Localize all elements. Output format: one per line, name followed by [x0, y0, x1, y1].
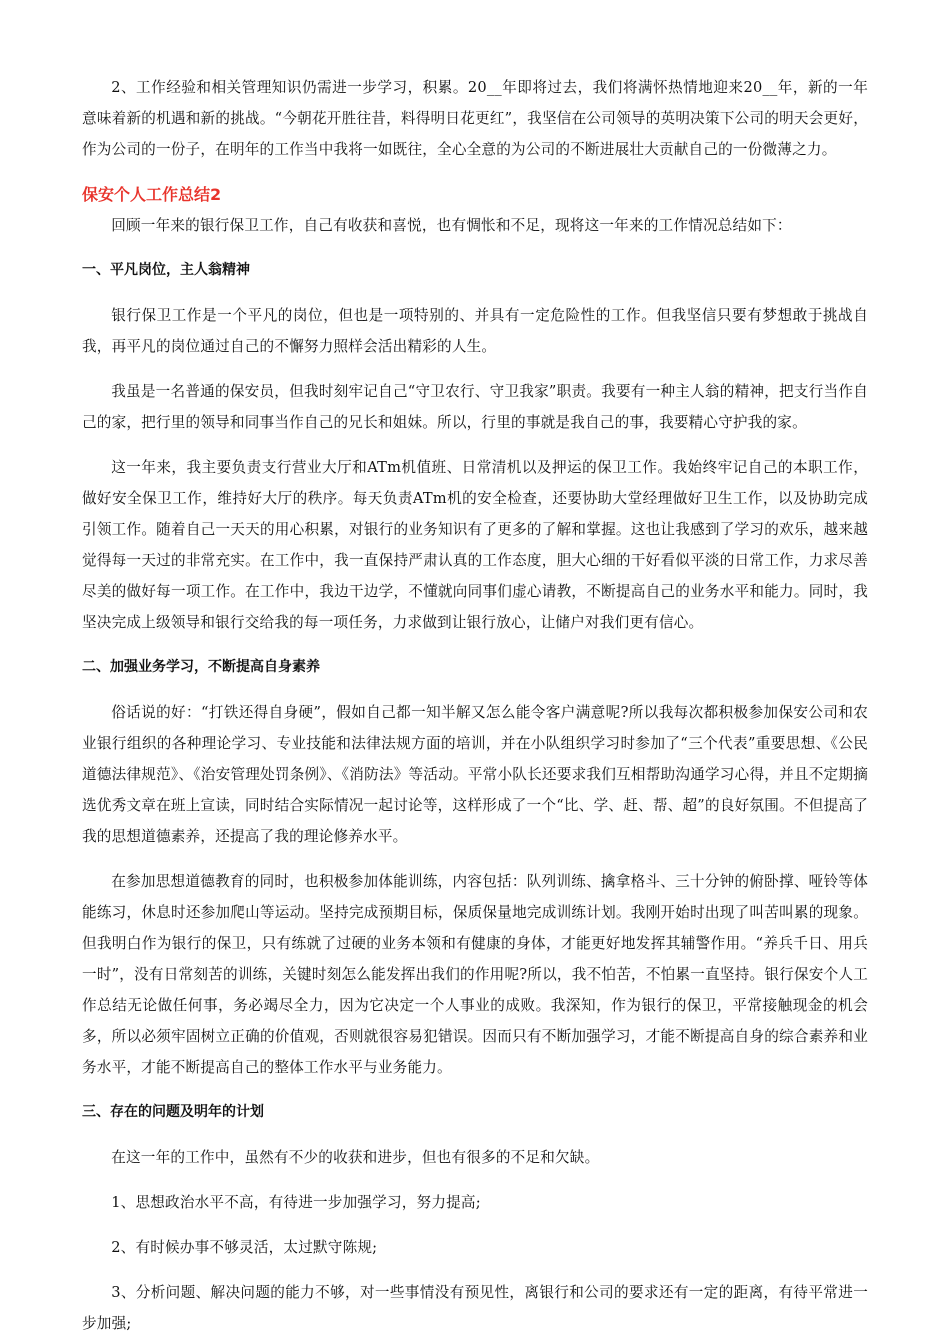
paragraph-intro: 回顾一年来的银行保卫工作，自己有收获和喜悦，也有惆怅和不足，现将这一年来的工作情况总结如下：	[111, 217, 792, 234]
paragraph-ordinary-guard: 我虽是一名普通的保安员，但我时刻牢记自己“守卫农行、守卫我家”职责。我要有一种主人翁的精神，把支行当作自己的家，把行里的领导和同事当作自己的兄长和姐妹。所以，行里的事就是我自己的事，我要精心守护我的家。	[82, 383, 868, 431]
paragraph-training: 在参加思想道德教育的同时，也积极参加体能训练，内容包括：队列训练、擒拿格斗、三十分钟的俯卧撑、哑铃等体能练习，休息时还参加爬山等运动。坚持完成预期目标，保质保量地完成训练计划。我刚开始时出现了叫苦叫累的现象。但我明白作为银行的保卫，只有练就了过硬的业务本领和有健康的身体，才能更好地发挥其辅警作用。“养兵千日、用兵一时”，没有日常刻苦的训练，关键时刻怎么能发挥出我们的作用呢?所以，我不怕苦，不怕累一直坚持。银行保安个人工作总结无论做任何事，务必竭尽全力，因为它决定一个人事业的成败。我深知，作为银行的保卫，平常接触现金的机会多，所以必须牢固树立正确的价值观，否则就很容易犯错误。因而只有不断加强学习，才能不断提高自身的综合素养和业务水平，才能不断提高自己的整体工作水平与业务能力。	[82, 873, 868, 1076]
heading-ordinary-post: 一、平凡岗位，主人翁精神	[82, 262, 250, 278]
list-item-problem-2: 2、有时候办事不够灵活，太过默守陈规;	[111, 1239, 378, 1256]
list-item-problem-3: 3、分析问题、解决问题的能力不够，对一些事情没有预见性，离银行和公司的要求还有一定的距离，有待平常进一步加强;	[82, 1284, 868, 1332]
paragraph-problems-intro: 在这一年的工作中，虽然有不少的收获和进步，但也有很多的不足和欠缺。	[111, 1149, 600, 1166]
paragraph-ordinary-post: 银行保卫工作是一个平凡的岗位，但也是一项特别的、并具有一定危险性的工作。但我坚信只要有梦想敢于挑战自我，再平凡的岗位通过自己的不懈努力照样会活出精彩的人生。	[82, 307, 868, 355]
paragraph-experience: 2、工作经验和相关管理知识仍需进一步学习，积累。20__年即将过去，我们将满怀热情地迎来20__年，新的一年意味着新的机遇和新的挑战。“今朝花开胜往昔，料得明日花更红”，我坚信在公司领导的英明决策下公司的明天会更好，作为公司的一份子，在明年的工作当中我将一如既往，全心全意的为公司的不断进展壮大贡献自己的一份微薄之力。	[82, 79, 868, 158]
heading-problems: 三、存在的问题及明年的计划	[82, 1104, 264, 1120]
paragraph-study: 俗话说的好：“打铁还得自身硬”，假如自己都一知半解又怎么能令客户满意呢?所以我每次都积极参加保安公司和农业银行组织的各种理论学习、专业技能和法律法规方面的培训，并在小队组织学习时参加了“三个代表”重要思想、《公民道德法律规范》、《治安管理处罚条例》、《消防法》等活动。平常小队长还要求我们互相帮助沟通学习心得，并且不定期摘选优秀文章在班上宣读，同时结合实际情况一起讨论等，这样形成了一个“比、学、赶、帮、超”的良好氛围。不但提高了我的思想道德素养，还提高了我的理论修养水平。	[82, 704, 868, 845]
paragraph-year-work: 这一年来，我主要负责支行营业大厅和ATm机值班、日常清机以及押运的保卫工作。我始终牢记自己的本职工作，做好安全保卫工作，维持好大厅的秩序。每天负责ATm机的安全检查，还要协助大堂经理做好卫生工作，以及协助完成引领工作。随着自己一天天的用心积累，对银行的业务知识有了更多的了解和掌握。这也让我感到了学习的欢乐，越来越觉得每一天过的非常充实。在工作中，我一直保持严肃认真的工作态度，胆大心细的干好看似平淡的日常工作，力求尽善尽美的做好每一项工作。在工作中，我边干边学，不懂就向同事们虚心请教，不断提高自己的业务水平和能力。同时，我坚决完成上级领导和银行交给我的每一项任务，力求做到让银行放心，让储户对我们更有信心。	[82, 459, 868, 631]
heading-study: 二、加强业务学习，不断提高自身素养	[82, 659, 320, 675]
list-item-problem-1: 1、思想政治水平不高，有待进一步加强学习，努力提高;	[111, 1194, 481, 1211]
section-title-summary-2: 保安个人工作总结2	[82, 185, 222, 204]
